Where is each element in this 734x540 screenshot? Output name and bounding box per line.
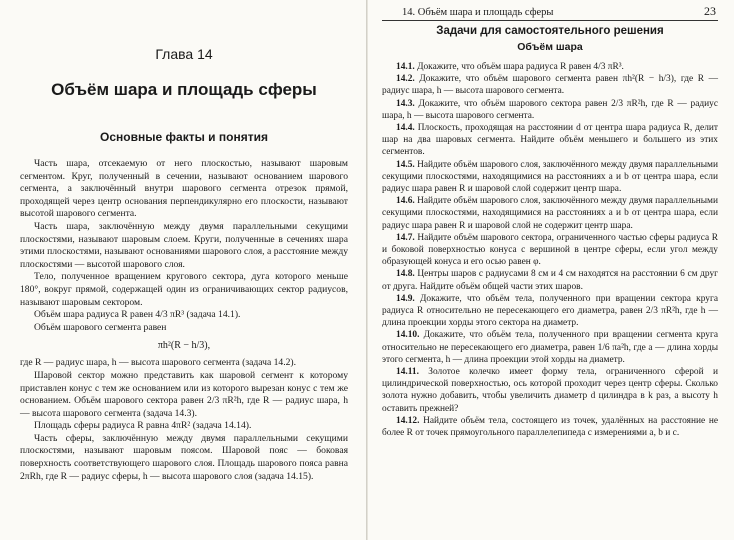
formula: πh²(R − h/3),	[157, 340, 211, 352]
problem-text: Центры шаров с радиусами 8 см и 4 см находятся на расстоянии 6 см друг от друга. Найдите объём общей части этих шаров.	[382, 269, 719, 292]
problem-text: Докажите, что объём тела, полученного при вращении сектора круга радиуса R относительно не пересекающего его диаметра, равен 2/3 πR²h, где h — длина проекции хорды этого сектора на диаметр.	[382, 293, 718, 329]
section-title: Задачи для самостоятельного решения	[436, 25, 664, 37]
page-number: 23	[704, 4, 716, 18]
problem-number: 14.3.	[396, 98, 415, 109]
problem-item	[382, 232, 718, 269]
problem-item	[382, 415, 718, 439]
problem-number: 14.12.	[396, 415, 420, 426]
problem-text: Золотое колечко имеет форму тела, ограниченного сферой и цилиндрической поверхностью, ось которой проходит через центр сферы. Сколько золота нужно добавить, чтобы увеличить диаметр d цилиндра в k раз, а высоту h оставить прежней?	[382, 367, 719, 414]
left-page	[0, 0, 366, 540]
problem-text: Найдите объём тела, состоящего из точек, удалённых на расстояние не более R от точек прямоугольного параллелепипеда с измерениями a, b и c.	[382, 415, 718, 439]
problem-item	[382, 366, 718, 415]
paragraph: Часть шара, заключённую между двумя параллельными секущими плоскостями, называют шаровым слоем. Круги, полученные в сечениях шара этими плоскостями, называют основаниями шарового слоя, а расстояние между плоскостями — высотой шарового слоя.	[20, 220, 348, 270]
problem-text: Найдите объём шарового сектора, ограниченного частью сферы радиуса R и боковой поверхностью конуса с вершиной в центре сферы, если угол между образующей конуса и его осью равен φ.	[382, 232, 718, 268]
problem-number: 14.9.	[396, 293, 415, 304]
problem-text: Докажите, что объём тела, полученного при вращении сегмента круга относительно не пересекающего его диаметра, равен 1/6 πa²h, где a — длина хорды этого сегмента, h — длина проекции этой хорды на диаметр.	[382, 330, 718, 365]
problem-number: 14.4.	[396, 123, 415, 134]
problem-number: 14.11.	[396, 367, 419, 378]
problem-number: 14.8.	[396, 269, 415, 280]
section-title: Основные факты и понятия	[100, 130, 268, 144]
problem-text: Найдите объём шарового слоя, заключённого между двумя параллельными секущими плоскостями, находящимися на расстояниях a и b от центра шара, если радиус шара равен R и шаровой слой не содержит центр шара.	[382, 196, 719, 231]
problem-number: 14.6.	[396, 196, 415, 207]
paragraph: Объём шарового сегмента равен	[34, 321, 167, 333]
problem-item	[382, 73, 718, 97]
paragraph: Площадь сферы радиуса R равна 4πR² (задача 14.14).	[34, 420, 252, 432]
paragraph: Шаровой сектор можно представить как шаровой сегмент к которому приставлен конус с тем же основанием или из которого вырезан конус с тем же основанием. Объём шарового сектора равен 2/3 πR²h, где R — радиус шара, h — высота шарового сегмента (задача 14.3).	[20, 369, 348, 419]
paragraph: Тело, полученное вращением кругового сектора, дуга которого меньше 180°, вокруг прямой, содержащей один из ограничивающих сектор радиусов, называют шаровым сектором.	[20, 271, 348, 308]
problem-item	[382, 329, 718, 366]
problem-item	[382, 293, 718, 330]
problem-number: 14.5.	[396, 159, 415, 170]
problem-number: 14.1.	[396, 62, 415, 72]
running-head	[382, 4, 718, 21]
problem-text: Докажите, что объём шарового сегмента равен πh²(R − h/3), где R — радиус шара, h — высота шарового сегмента.	[382, 74, 719, 97]
problem-item	[382, 195, 718, 232]
problem-item	[382, 268, 718, 292]
problem-number: 14.7.	[396, 232, 415, 243]
paragraph: Часть шара, отсекаемую от него плоскостью, называют шаровым сегментом. Круг, полученный в сечении, называют основанием шарового сегмента, а заключённый внутри шарового сегмента отрезок прямой, проходящей через центр основания перпендикулярно его плоскости, называют высотой шарового сегмента.	[20, 158, 348, 220]
problem-text: Докажите, что объём шара радиуса R равен 4/3 πR³.	[417, 62, 624, 72]
problem-item	[382, 61, 718, 73]
problem-text: Плоскость, проходящая на расстоянии d от центра шара радиуса R, делит шар на два шаровых сегмента. Найдите объём меньшего и большего из этих сегментов.	[382, 123, 719, 158]
problem-text: Найдите объём шарового слоя, заключённого между двумя параллельными секущими плоскостями, находящимися на расстояниях a и b от центра шара, если радиус шара равен R и шаровой слой содержит центр шара.	[382, 159, 719, 195]
paragraph: Объём шара радиуса R равен 4/3 πR³ (задача 14.1).	[34, 309, 241, 321]
right-page	[368, 0, 734, 540]
problem-item	[382, 98, 718, 122]
problem-item	[382, 159, 718, 196]
problem-number: 14.2.	[396, 74, 415, 85]
problem-text: Докажите, что объём шарового сектора равен 2/3 πR²h, где R — радиус шара, h — высота шарового сегмента.	[382, 98, 719, 121]
chapter-title: Объём шара и площадь сферы	[51, 80, 317, 99]
sub-title: Объём шара	[517, 41, 583, 53]
chapter-label: Глава 14	[155, 46, 213, 62]
paragraph: где R — радиус шара, h — высота шарового сегмента (задача 14.2).	[20, 357, 296, 369]
problem-number: 14.10.	[396, 330, 420, 341]
paragraph: Часть сферы, заключённую между двумя параллельными секущими плоскостями, называют шаровым поясом. Шаровой пояс — боковая поверхность соответствующего шарового слоя. Площадь шарового пояса равна 2πRh, где R — радиус сферы, h — высота шарового слоя (задача 14.15).	[20, 432, 348, 482]
problem-item	[382, 122, 718, 159]
running-head-title: 14. Объём шара и площадь сферы	[402, 7, 554, 18]
problem-list	[382, 61, 718, 439]
